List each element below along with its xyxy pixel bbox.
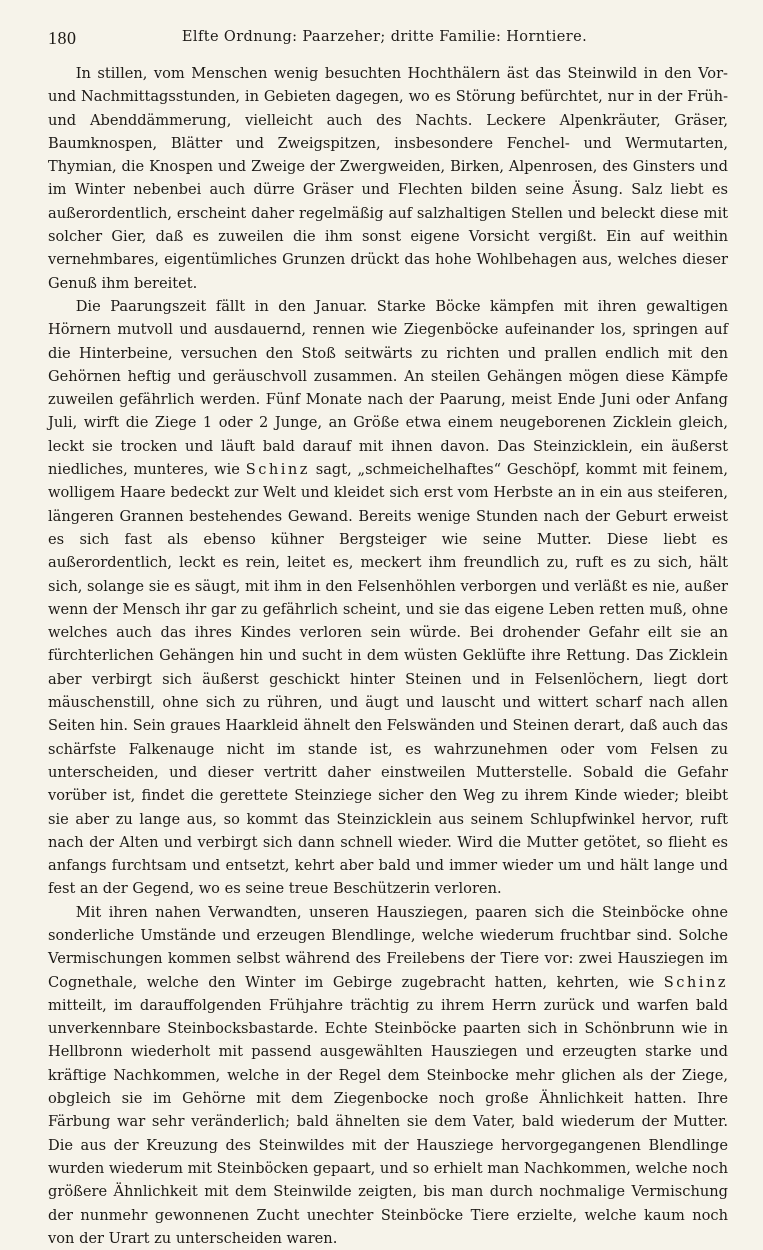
author-name-emphasis: Schinz	[663, 973, 728, 991]
author-name-emphasis: Schinz	[245, 461, 310, 479]
paragraph-feeding	[48, 62, 728, 295]
paragraph-text: In stillen, vom Menschen wenig besuchten Hochthälern äst das Steinwild in den Vor- und Nachmittagsstunden, in Gebieten dagegen, wo es Störung befürchtet, nur in der Früh- und Abenddämmerung, vielleicht auch des Nachts. Leckere Alpenkräuter, Gräser, Baumknospen, Blätter und Zweigspitzen, insbesondere Fenchel- und Wermutarten, Thymian, die Knospen und Zweige der Zwergweiden, Birken, Alpenrosen, des Ginsters und im Winter nebenbei auch dürre Gräser und Flechten bilden seine Äsung. Salz liebt es außerordentlich, erscheint daher regelmäßig auf salzhaltigen Stellen und beleckt diese mit solcher Gier, daß es zuweilen die ihm sonst eigene Vorsicht vergißt. Ein auf weithin vernehmbares, eigentümliches Grunzen drückt das hohe Wohlbehagen aus, welches dieser Genuß ihm bereitet.	[48, 65, 728, 292]
paragraph-hybrids	[48, 901, 728, 1250]
paragraph-mating-young	[48, 295, 728, 901]
paragraph-text: mitteilt, im darauffolgenden Frühjahre trächtig zu ihrem Herrn zurück und warfen bald unverkennbare Steinbocksbastarde. Echte Steinböcke paarten sich in Schönbrunn wie in Hellbronn wiederholt mit passend ausgewählten Hausziegen und erzeugten starke und kräftige Nachkommen, welche in der Regel dem Steinbocke mehr glichen als der Ziege, obgleich sie im Gehörne mit dem Ziegenbocke noch große Ähnlichkeit hatten. Ihre Färbung war sehr veränderlich; bald ähnelten sie dem Vater, bald wiederum der Mutter. Die aus der Kreuzung des Steinwildes mit der Hausziege hervorgegangenen Blendlinge wurden wiederum mit Steinböcken gepaart, und so erhielt man Nachkommen, welche noch größere Ähnlichkeit mit dem Steinwilde zeigten, bis man durch nochmalige Vermischung der nunmehr gewonnenen Zucht unechter Steinböcke Tiere erzielte, welche kaum noch von der Urart zu unterscheiden waren.	[48, 996, 728, 1247]
paragraph-text: Mit ihren nahen Verwandten, unseren Hausziegen, paaren sich die Steinböcke ohne sonderliche Umstände und erzeugen Blendlinge, welche wiederum fruchtbar sind. Solche Vermischungen kommen selbst während des Freilebens der Tiere vor: zwei Hausziegen im Cognethale, welche den Winter im Gebirge zugebracht hatten, kehrten, wie	[48, 903, 728, 991]
paragraph-text: Die Paarungszeit fällt in den Januar. Starke Böcke kämpfen mit ihren gewaltigen Hörnern mutvoll und ausdauernd, rennen wie Ziegenböcke aufeinander los, springen auf die Hinterbeine, versuchen den Stoß seitwärts zu richten und prallen endlich mit den Gehörnen heftig und geräuschvoll zusammen. An steilen Gehängen mögen diese Kämpfe zuweilen gefährlich werden. Fünf Monate nach der Paarung, meist Ende Juni oder Anfang Juli, wirft die Ziege 1 oder 2 Junge, an Größe etwa einem neugeborenen Zicklein gleich, leckt sie trocken und läuft bald darauf mit ihnen davon. Das Steinzicklein, ein äußerst niedliches, munteres, wie	[48, 297, 728, 479]
body-text	[48, 62, 728, 1250]
running-title: Elfte Ordnung: Paarzeher; dritte Familie: Horntiere.	[181, 29, 588, 45]
running-head	[38, 28, 731, 50]
page-number: 180	[48, 28, 77, 48]
paragraph-text: sagt, „schmeichelhaftes“ Geschöpf, kommt mit feinem, wolligem Haare bedeckt zur Welt und kleidet sich erst vom Herbste an in ein aus steiferen, längeren Grannen bestehendes Gewand. Bereits wenige Stunden nach der Geburt erweist es sich fast als ebenso kühner Bergsteiger wie seine Mutter. Diese liebt es außerordentlich, leckt es rein, leitet es, meckert ihm freundlich zu, ruft es zu sich, hält sich, solange sie es säugt, mit ihm in den Felsenhöhlen verborgen und verläßt es nie, außer wenn der Mensch ihr gar zu gefährlich scheint, und sie das eigene Leben retten muß, ohne welches auch das ihres Kindes verloren sein würde. Bei drohender Gefahr eilt sie an fürchterlichen Gehängen hin und sucht in dem wüsten Geklüfte ihre Rettung. Das Zicklein aber verbirgt sich äußerst geschickt hinter Steinen und in Felsenlöchern, liegt dort mäuschenstill, ohne sich zu rühren, und äugt und lauscht und wittert scharf nach allen Seiten hin. Sein graues Haarkleid ähnelt den Felswänden und Steinen derart, daß auch das schärfste Falkenauge nicht im stande ist, es wahrzunehmen oder vom Felsen zu unterscheiden, und dieser vertritt daher einstweilen Mutterstelle. Sobald die Gefahr vorüber ist, findet die gerettete Steinziege sicher den Weg zu ihrem Kinde wieder; bleibt sie aber zu lange aus, so kommt das Steinzicklein aus seinem Schlupfwinkel hervor, ruft nach der Alten und verbirgt sich dann schnell wieder. Wird die Mutter getötet, so flieht es anfangs furchtsam und entsetzt, kehrt aber bald und immer wieder um und hält lange und fest an der Gegend, wo es seine treue Beschützerin verloren.	[48, 461, 729, 898]
